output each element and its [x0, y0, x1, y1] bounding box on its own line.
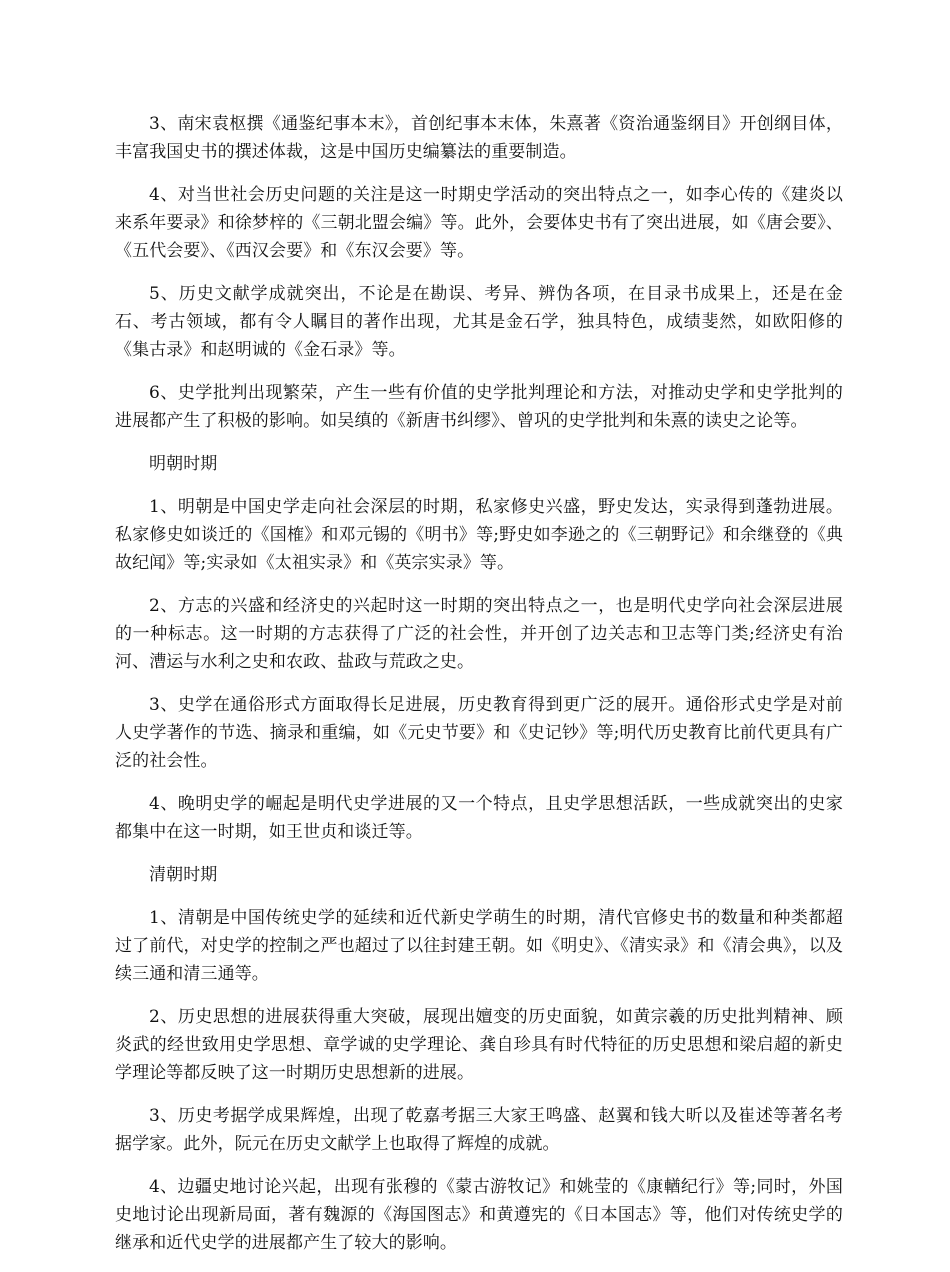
section-title-ming: 明朝时期: [149, 454, 218, 474]
paragraph-ming-4: 4、晚明史学的崛起是明代史学进展的又一个特点，且史学思想活跃，一些成就突出的史家都集中在这一时期，如王世贞和谈迁等。: [115, 794, 843, 842]
paragraph-song-5: 5、历史文献学成就突出，不论是在勘误、考异、辨伪各项，在目录书成果上，还是在金石、考古领域，都有令人瞩目的著作出现，尤其是金石学，独具特色，成绩斐然，如欧阳修的《集古录》和赵明诚的《金石录》等。: [115, 284, 843, 360]
paragraph-qing-4: 4、边疆史地讨论兴起，出现有张穆的《蒙古游牧记》和姚莹的《康輶纪行》等;同时，外国史地讨论出现新局面，著有魏源的《海国图志》和黄遵宪的《日本国志》等，他们对传统史学的继承和近代史学的进展都产生了较大的影响。: [115, 1177, 843, 1253]
paragraph-ming-1: 1、明朝是中国史学走向社会深层的时期，私家修史兴盛，野史发达，实录得到蓬勃进展。私家修史如谈迁的《国榷》和邓元锡的《明书》等;野史如李逊之的《三朝野记》和余继登的《典故纪闻》等;实录如《太祖实录》和《英宗实录》等。: [115, 497, 843, 573]
section-title-qing: 清朝时期: [149, 865, 218, 885]
paragraph-ming-2: 2、方志的兴盛和经济史的兴起时这一时期的突出特点之一，也是明代史学向社会深层进展的一种标志。这一时期的方志获得了广泛的社会性，并开创了边关志和卫志等门类;经济史有治河、漕运与水利之史和农政、盐政与荒政之史。: [115, 596, 843, 672]
paragraph-qing-1: 1、清朝是中国传统史学的延续和近代新史学萌生的时期，清代官修史书的数量和种类都超过了前代，对史学的控制之严也超过了以往封建王朝。如《明史》、《清实录》和《清会典》，以及续三通和清三通等。: [115, 908, 843, 984]
paragraph-qing-3: 3、历史考据学成果辉煌，出现了乾嘉考据三大家王鸣盛、赵翼和钱大昕以及崔述等著名考据学家。此外，阮元在历史文献学上也取得了辉煌的成就。: [115, 1106, 843, 1154]
paragraph-song-4: 4、对当世社会历史问题的关注是这一时期史学活动的突出特点之一，如李心传的《建炎以来系年要录》和徐梦梓的《三朝北盟会编》等。此外，会要体史书有了突出进展，如《唐会要》、《五代会要》、《西汉会要》和《东汉会要》等。: [115, 185, 843, 261]
document-body: [115, 110, 843, 1272]
paragraph-song-3: 3、南宋袁枢撰《通鉴纪事本末》，首创纪事本末体，朱熹著《资治通鉴纲目》开创纲目体，丰富我国史书的撰述体裁，这是中国历史编纂法的重要制造。: [115, 114, 843, 162]
paragraph-ming-3: 3、史学在通俗形式方面取得长足进展，历史教育得到更广泛的展开。通俗形式史学是对前人史学著作的节选、摘录和重编，如《元史节要》和《史记钞》等;明代历史教育比前代更具有广泛的社会性。: [115, 695, 843, 771]
paragraph-qing-2: 2、历史思想的进展获得重大突破，展现出嬗变的历史面貌，如黄宗羲的历史批判精神、顾炎武的经世致用史学思想、章学诚的史学理论、龚自珍具有时代特征的历史思想和梁启超的新史学理论等都反映了这一时期历史思想新的进展。: [115, 1007, 843, 1083]
paragraph-song-6: 6、史学批判出现繁荣，产生一些有价值的史学批判理论和方法，对推动史学和史学批判的进展都产生了积极的影响。如吴缜的《新唐书纠缪》、曾巩的史学批判和朱熹的读史之论等。: [115, 383, 843, 431]
